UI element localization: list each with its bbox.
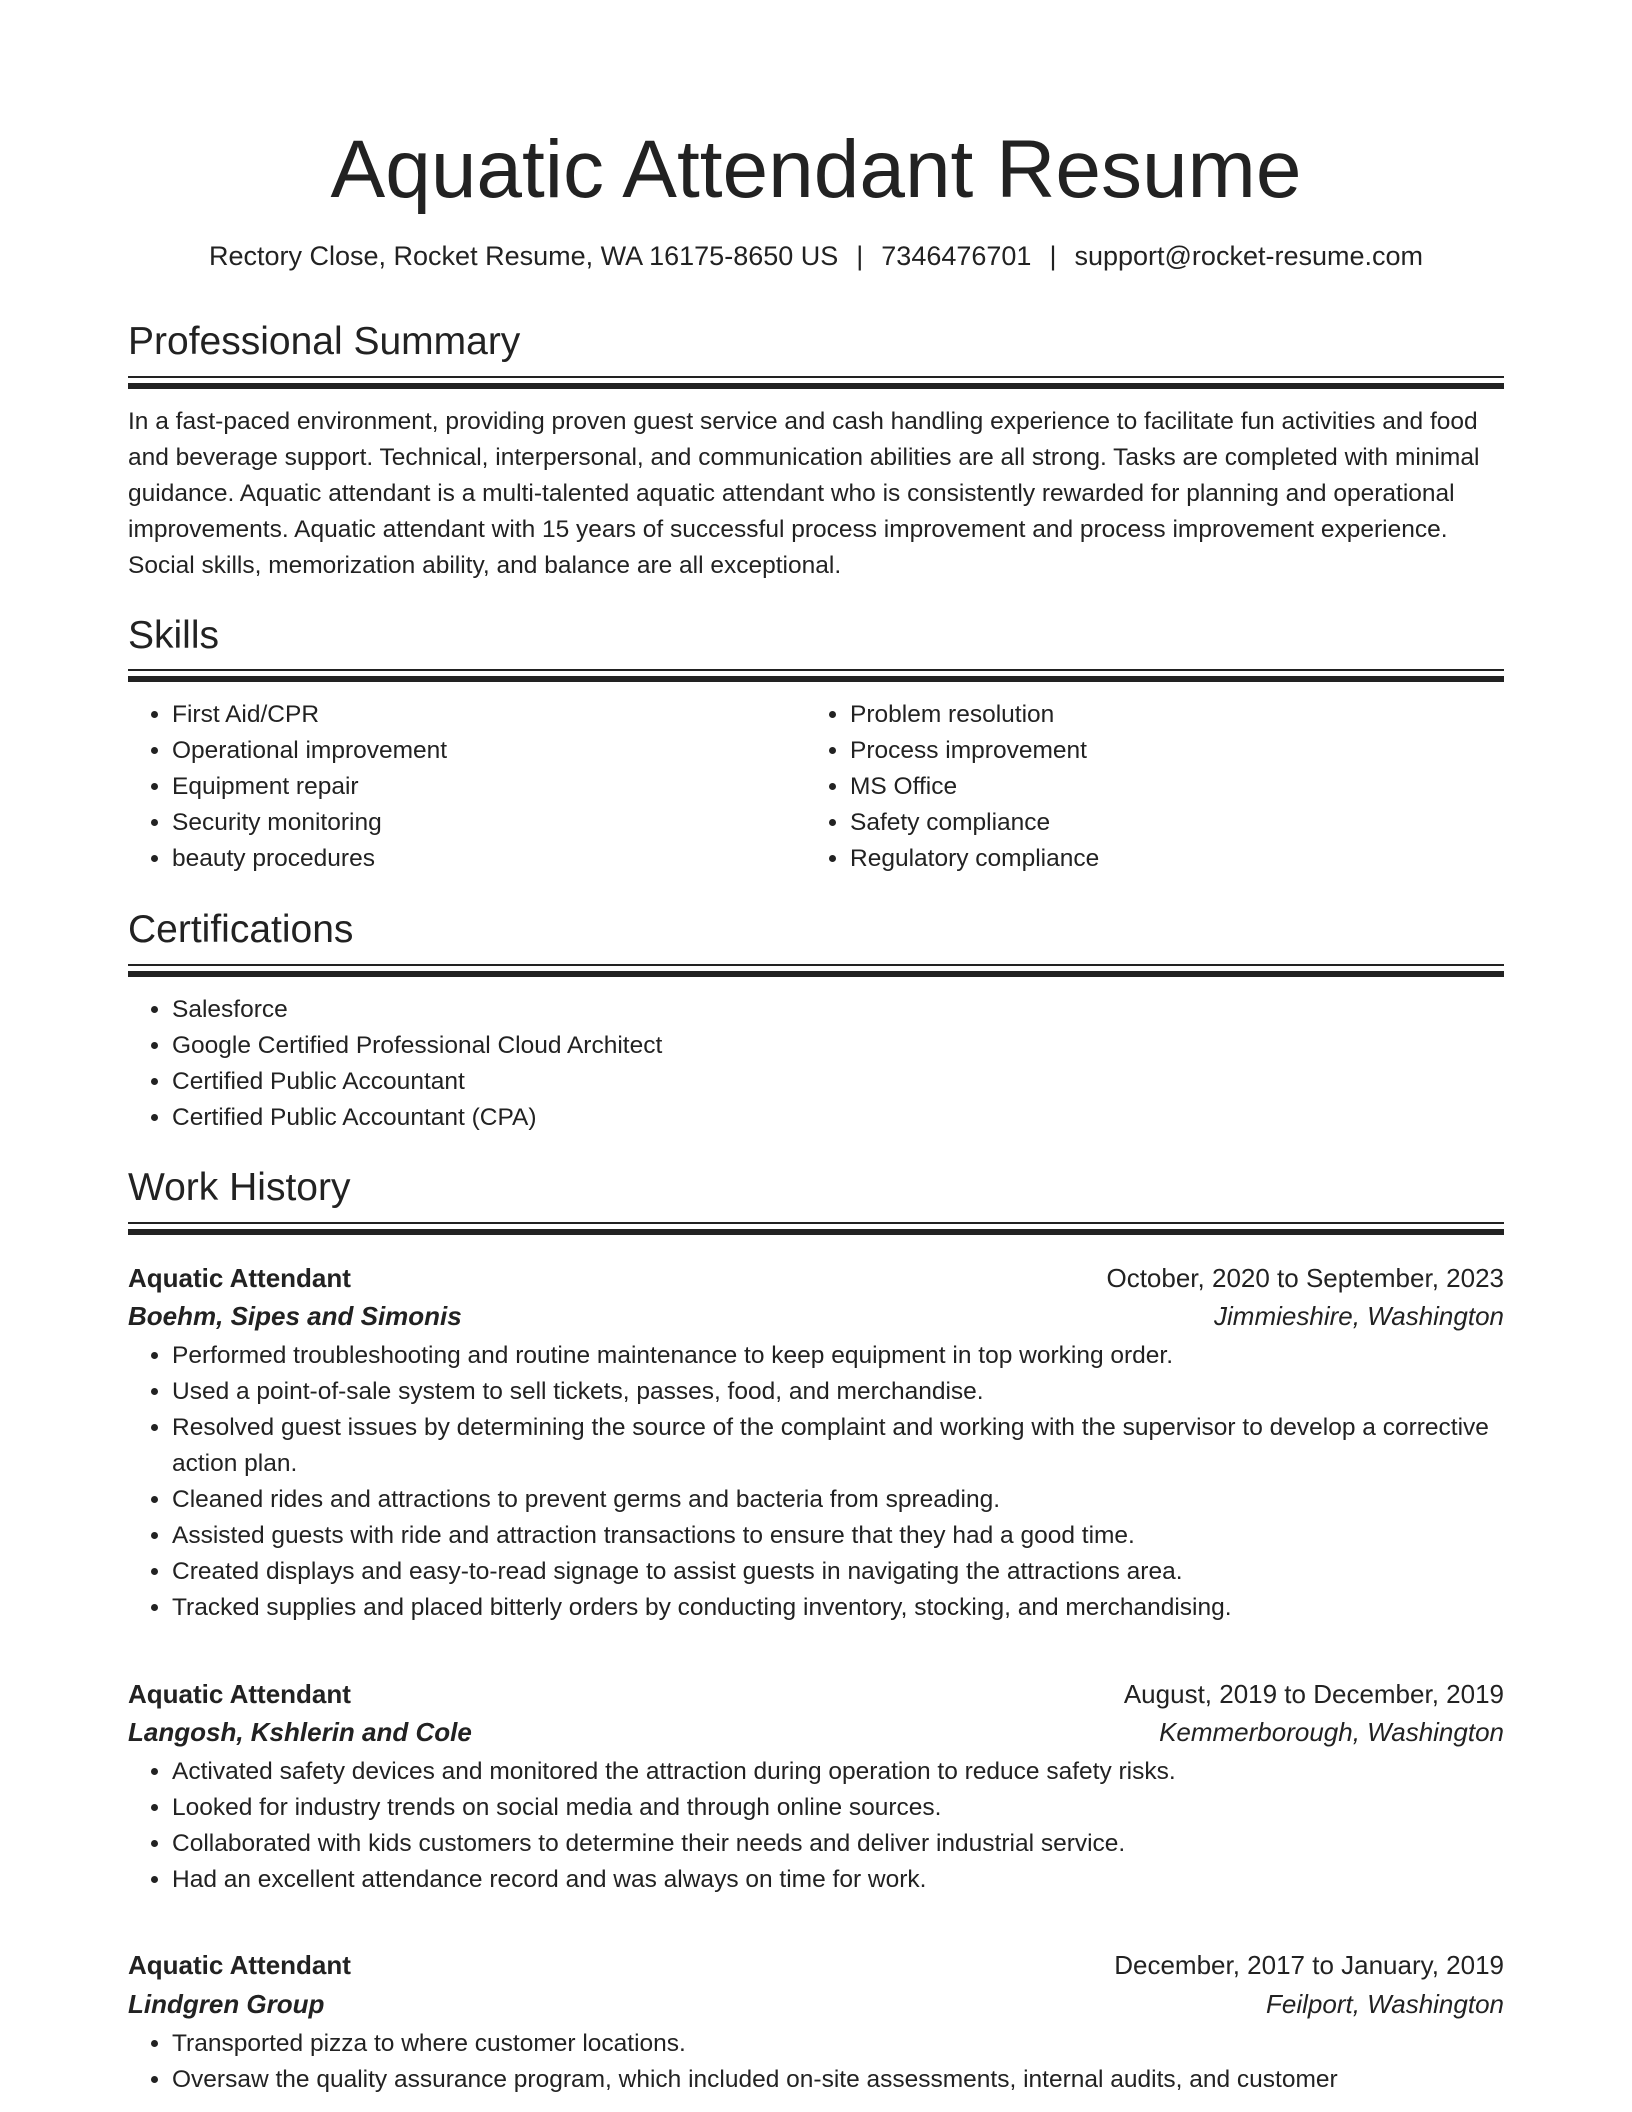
list-item: • Assisted guests with ride and attraction transactions to ensure that they had a good time. <box>172 1518 1504 1554</box>
section-divider <box>128 376 1504 390</box>
list-item: • Resolved guest issues by determining the source of the complaint and working with the supervisor to develop a corrective action plan. <box>172 1410 1504 1482</box>
list-item: • Transported pizza to where customer locations. <box>172 2026 1504 2062</box>
skills-list-right <box>806 697 1500 877</box>
job-company: Boehm, Sipes and Simonis <box>128 1301 462 1331</box>
list-item: • Cleaned rides and attractions to prevent germs and bacteria from spreading. <box>172 1482 1504 1518</box>
page-title: Aquatic Attendant Resume <box>330 124 1302 215</box>
job-title: Aquatic Attendant <box>128 1263 351 1293</box>
job-location: Kemmerborough, Washington <box>1159 1717 1504 1747</box>
list-item: • Oversaw the quality assurance program, which included on-site assessments, internal audits, and customer <box>172 2062 1504 2098</box>
list-item: • Problem resolution <box>850 697 1500 733</box>
job-title: Aquatic Attendant <box>128 1679 351 1709</box>
job-location: Feilport, Washington <box>1266 1989 1504 2019</box>
certifications-list <box>128 992 1504 1136</box>
list-item: • Salesforce <box>172 992 1504 1028</box>
contact-address: Rectory Close, Rocket Resume, WA 16175-8650 US <box>208 241 839 271</box>
list-item: • Used a point-of-sale system to sell tickets, passes, food, and merchandise. <box>172 1374 1504 1410</box>
list-item: • Had an excellent attendance record and was always on time for work. <box>172 1862 1504 1898</box>
skills-heading: Skills <box>128 614 220 657</box>
section-divider <box>128 669 1504 683</box>
job-company-row <box>128 1297 1504 1335</box>
list-item: • Tracked supplies and placed bitterly orders by conducting inventory, stocking, and merchandising. <box>172 1590 1504 1626</box>
list-item: • MS Office <box>850 769 1500 805</box>
list-item: • Collaborated with kids customers to determine their needs and deliver industrial service. <box>172 1826 1504 1862</box>
list-item: • Regulatory compliance <box>850 841 1500 877</box>
contact-email: support@rocket-resume.com <box>1074 241 1423 271</box>
section-divider <box>128 1222 1504 1236</box>
list-item: • beauty procedures <box>172 841 802 877</box>
job-bullets <box>128 2026 1504 2098</box>
job-title-row <box>128 1259 1504 1297</box>
list-item: • Certified Public Accountant (CPA) <box>172 1100 1504 1136</box>
summary-text: In a fast-paced environment, providing proven guest service and cash handling experience to facilitate fun activities and food and beverage support. Technical, interpersonal, and communication abilities are all strong. Tasks are completed with minimal guidance. Aquatic attendant is a multi-talented aquatic attendant who is consistently rewarded for planning and operational improvements. Aquatic attendant with 15 years of successful process improvement and process improvement experience. Social skills, memorization ability, and balance are all exceptional. <box>128 408 1480 579</box>
list-item: • Safety compliance <box>850 805 1500 841</box>
job-dates: August, 2019 to December, 2019 <box>1123 1679 1504 1709</box>
list-item: • Looked for industry trends on social media and through online sources. <box>172 1790 1504 1826</box>
list-item: • Google Certified Professional Cloud Architect <box>172 1028 1504 1064</box>
contact-line <box>128 238 1504 274</box>
list-item: • Created displays and easy-to-read signage to assist guests in navigating the attractions area. <box>172 1554 1504 1590</box>
job-location: Jimmieshire, Washington <box>1214 1301 1504 1331</box>
job-company: Langosh, Kshlerin and Cole <box>128 1717 472 1747</box>
job-dates: December, 2017 to January, 2019 <box>1114 1950 1504 1980</box>
summary-heading: Professional Summary <box>128 320 521 363</box>
job-company: Lindgren Group <box>128 1989 325 2019</box>
list-item: • Operational improvement <box>172 733 802 769</box>
list-item: • Performed troubleshooting and routine maintenance to keep equipment in top working order. <box>172 1338 1504 1374</box>
list-item: • First Aid/CPR <box>172 697 802 733</box>
contact-phone: 7346476701 <box>881 241 1032 271</box>
job-title-row <box>128 1946 1504 1984</box>
section-divider <box>128 964 1504 978</box>
contact-separator: | <box>856 241 864 271</box>
job-company-row <box>128 1985 1504 2023</box>
certifications-heading: Certifications <box>128 908 354 951</box>
contact-separator: | <box>1049 241 1057 271</box>
job-bullets <box>128 1754 1504 1898</box>
job-title-row <box>128 1675 1504 1713</box>
job-title: Aquatic Attendant <box>128 1950 351 1980</box>
job-company-row <box>128 1713 1504 1751</box>
list-item: • Security monitoring <box>172 805 802 841</box>
list-item: • Equipment repair <box>172 769 802 805</box>
job-bullets <box>128 1338 1504 1626</box>
list-item: • Process improvement <box>850 733 1500 769</box>
list-item: • Certified Public Accountant <box>172 1064 1504 1100</box>
job-dates: October, 2020 to September, 2023 <box>1106 1263 1504 1293</box>
work-history-heading: Work History <box>128 1166 351 1209</box>
list-item: • Activated safety devices and monitored the attraction during operation to reduce safety risks. <box>172 1754 1504 1790</box>
skills-list-left <box>128 697 802 877</box>
